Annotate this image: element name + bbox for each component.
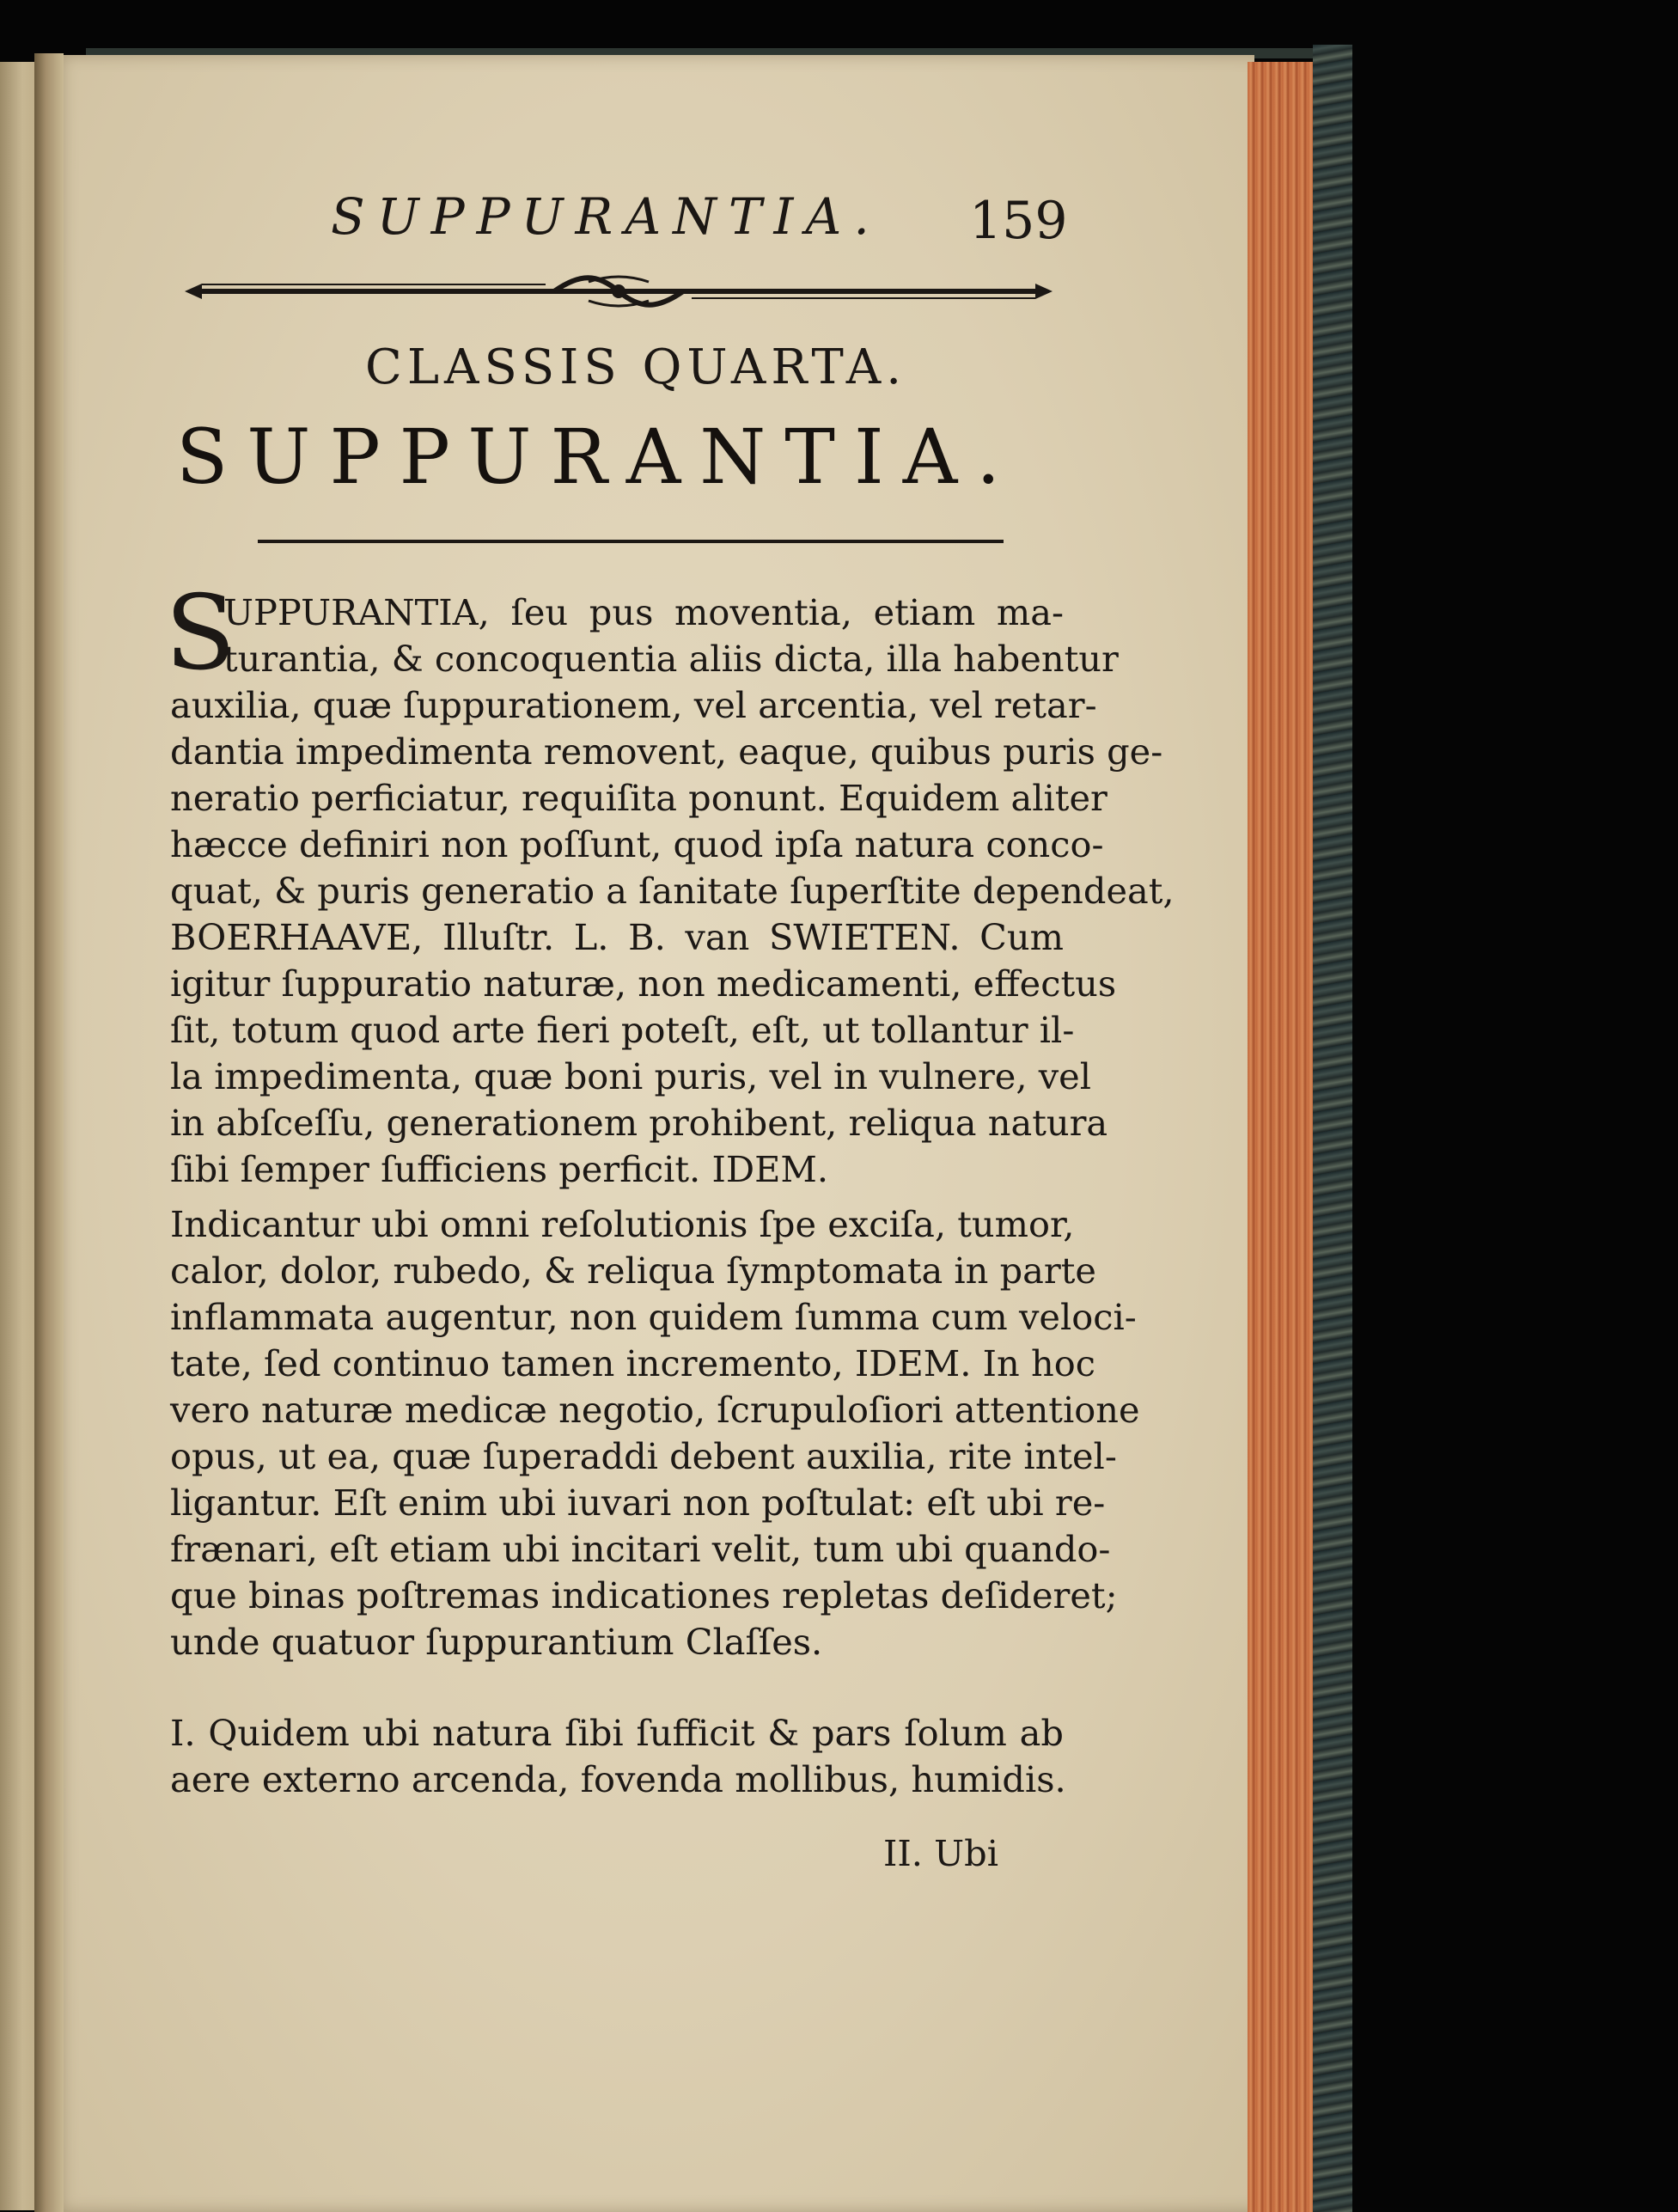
text-line: ſibi ſemper ſufficiens perficit. IDEM.	[170, 1148, 829, 1190]
class-heading: CLASSIS QUARTA.	[365, 339, 907, 395]
page-fore-edge	[1248, 62, 1315, 2212]
text-line: UPPURANTIA, ſeu pus moventia, etiam ma-	[223, 591, 1064, 633]
text-line: aere externo arcenda, fovenda mollibus, humidis.	[170, 1758, 1066, 1800]
text-line: igitur ſuppuratio naturæ, non medicamenti, effectus	[170, 962, 1117, 1005]
catchword: II. Ubi	[883, 1832, 998, 1874]
text-line: quat, & puris generatio a ſanitate ſuperſtite dependeat,	[170, 870, 1175, 912]
text-line: I. Quidem ubi natura ſibi ſufficit & pars ſolum ab	[170, 1712, 1064, 1754]
text-line: frænari, eſt etiam ubi incitari velit, tum ubi quando-	[170, 1528, 1111, 1570]
text-line: que binas poſtremas indicationes repletas deſideret;	[170, 1574, 1118, 1616]
text-line: dantia impedimenta removent, eaque, quibus puris ge-	[170, 730, 1163, 773]
text-line: inflammata augentur, non quidem ſumma cum veloci-	[170, 1296, 1137, 1338]
page-gutter	[34, 53, 64, 2212]
text-line: Indicantur ubi omni reſolutionis ſpe exciſa, tumor,	[170, 1203, 1075, 1245]
text-line: ligantur. Eſt enim ubi iuvari non poſtulat: eſt ubi re-	[170, 1482, 1106, 1524]
text-line: unde quatuor ſuppurantium Claſſes.	[170, 1621, 823, 1663]
text-line: BOERHAAVE, Illuſtr. L. B. van SWIETEN. Cum	[170, 916, 1064, 958]
text-line: la impedimenta, quæ boni puris, vel in vulnere, vel	[170, 1055, 1092, 1097]
paragraph-1	[170, 590, 1175, 1193]
paragraph-2	[170, 1201, 1140, 1665]
text-line: ſit, totum quod arte fieri poteſt, eſt, ut tollantur il-	[170, 1009, 1075, 1051]
text-line: calor, dolor, rubedo, & reliqua ſymptomata in parte	[170, 1250, 1096, 1292]
printer-ornament-rule-icon	[185, 273, 1053, 309]
paragraph-3	[170, 1710, 1064, 1803]
text-line: hæcce definiri non poſſunt, quod ipſa natura conco-	[170, 823, 1104, 865]
text-line: turantia, & concoquentia aliis dicta, illa habentur	[223, 638, 1119, 680]
text-line: opus, ut ea, quæ ſuperaddi debent auxilia, rite intel-	[170, 1435, 1117, 1477]
main-heading: SUPPURANTIA.	[176, 412, 1020, 501]
drop-cap: S	[165, 574, 236, 694]
text-line: auxilia, quæ ſuppurationem, vel arcentia, vel retar-	[170, 684, 1097, 726]
text-line: tate, ſed continuo tamen incremento, IDEM. In hoc	[170, 1342, 1095, 1384]
section-rule	[258, 540, 1004, 543]
text-line: neratio perficiatur, requiſita ponunt. Equidem aliter	[170, 777, 1107, 819]
running-title: SUPPURANTIA.	[331, 187, 882, 246]
book-cover-edge	[1313, 45, 1352, 2212]
page-number: 159	[969, 191, 1068, 251]
text-line: vero naturæ medicæ negotio, ſcrupuloſiori attentione	[170, 1389, 1140, 1431]
text-line: in abſceſſu, generationem prohibent, reliqua natura	[170, 1102, 1108, 1144]
